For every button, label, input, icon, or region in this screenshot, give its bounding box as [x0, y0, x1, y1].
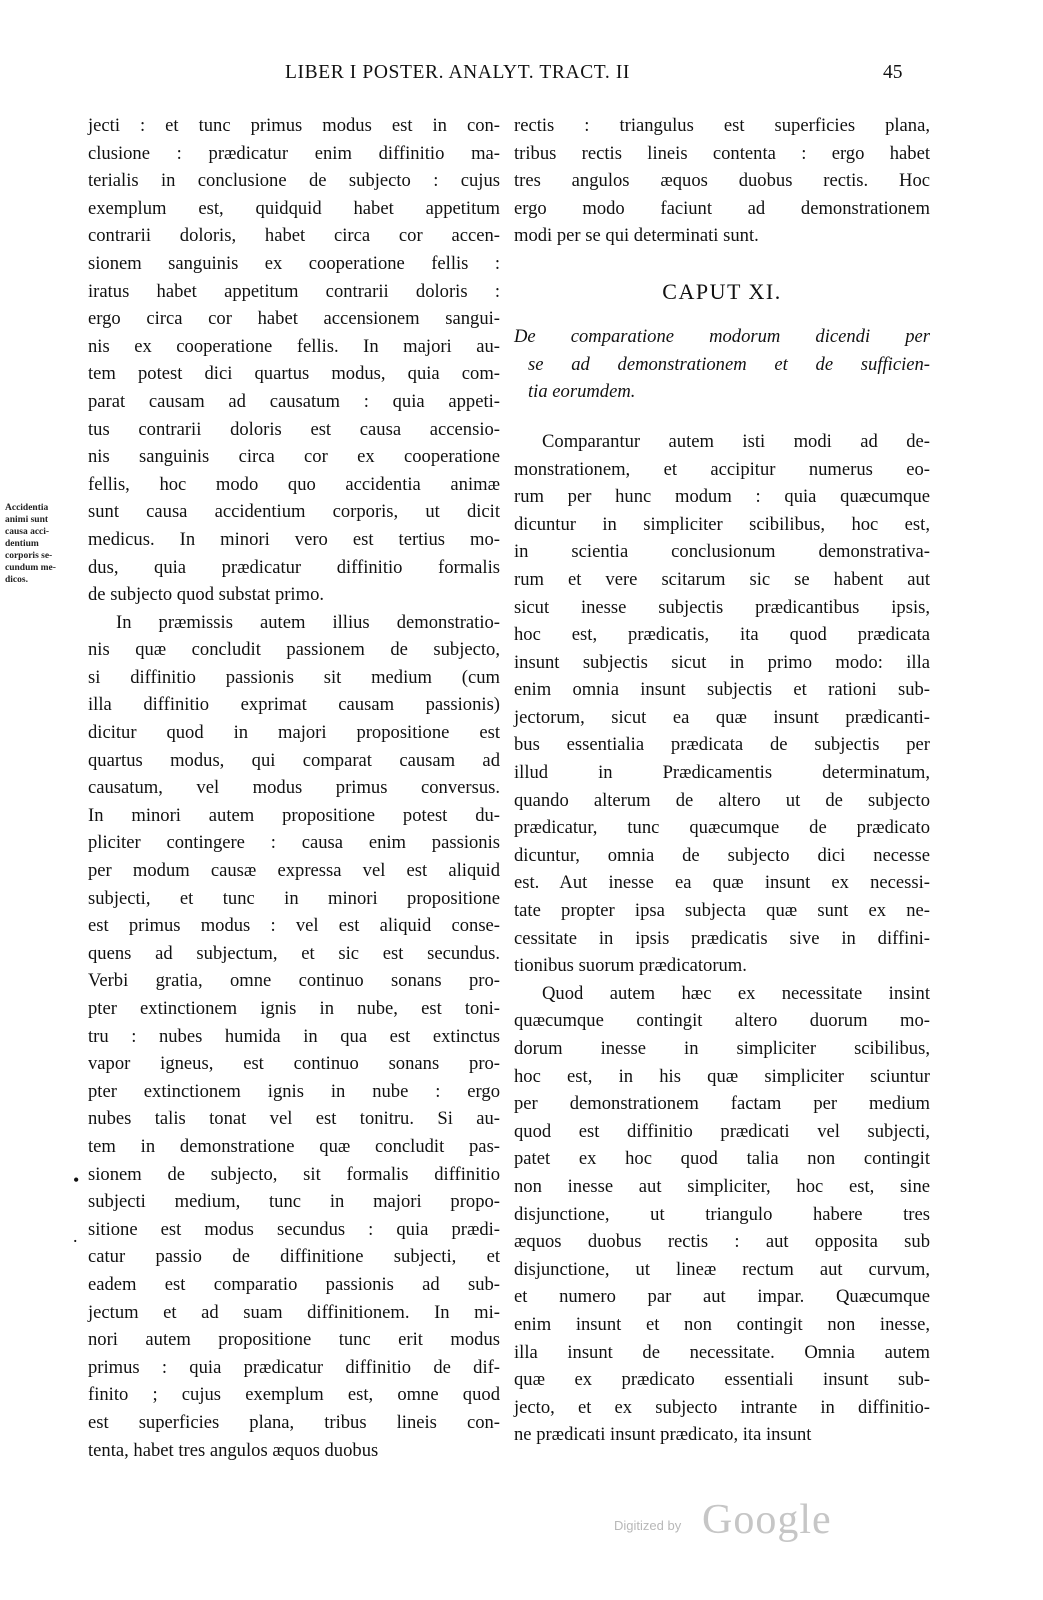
text-line: clusione : prædicatur enim diffinitio ma-	[88, 142, 500, 164]
text-line: parat causam ad causatum : quia appeti-	[88, 390, 500, 412]
text-line: enim omnia insunt subjectis et rationi sub-	[514, 679, 930, 701]
text-line: subjecti, et tunc in minori propositione	[88, 887, 500, 909]
text-line: jecto, et ex subjecto intrante in diffinitio-	[514, 1396, 930, 1418]
text-line: tem in demonstratione quæ concludit pas-	[88, 1135, 500, 1157]
text-line: si diffinitio passionis sit medium (cum	[88, 666, 500, 688]
page-header	[0, 62, 1043, 92]
text-line: exemplum est, quidquid habet appetitum	[88, 197, 500, 219]
text-line: illa diffinitio exprimat causam passionis)	[88, 694, 500, 716]
google-watermark	[614, 1496, 854, 1546]
text-line: sitione est modus secundus : quia prædi-	[88, 1218, 500, 1240]
text-line: ne prædicati insunt prædicato, ita insunt	[514, 1424, 812, 1446]
text-line: est. Aut inesse ea quæ insunt ex necessi-	[514, 872, 930, 894]
text-line: nori autem propositione tunc erit modus	[88, 1329, 500, 1351]
text-line: prædicatur, tunc quæcumque de prædicato	[514, 817, 930, 839]
marginal-note-line: cundum me-	[5, 563, 56, 573]
text-line: tia eorumdem.	[528, 381, 636, 403]
text-line: enim insunt et non contingit non inesse,	[514, 1313, 930, 1335]
text-line: tru : nubes humida in qua est extinctus	[88, 1025, 500, 1047]
book-page: LIBER I POSTER. ANALYT. TRACT. II 45 Accidentia animi sunt causa acci- dentium corporis se- cundum me- dicos. jecti : et tunc primus modus est in con- clusione : prædicatur enim diffinitio ma- terialis in conclusione de subjecto : cujus exemplum est, quidquid habet appetitum contrarii doloris, habet circa cor accen- sionem sanguinis ex cooperatione fellis : iratus habet appetitum contrarii doloris : ergo circa cor habet accensionem sangui- nis ex cooperatione fellis. In majori au- tem potest dici quartus modus, quia com- parat causam ad causatum : quia appeti- tus contrarii doloris est causa accensio- nis sanguinis circa cor ex cooperatione fellis, hoc modo quo accidentia animæ sunt causa accidentium corporis, ut dicit medicus. In minori vero est tertius mo- dus, quia prædicatur diffinitio formalis de subjecto quod substat primo. In præmissis autem illius demonstratio- nis quæ concludit passionem de subjecto, si diffinitio passionis sit medium (cum illa diffinitio exprimat causam passionis) dicitur quod in majori propositione est quartus modus, qui comparat causam ad causatum, vel modus primus conversus. In minori autem propositione potest du- pliciter contingere : causa enim passionis per modum causæ expressa vel est aliquid subjecti, et tunc in minori propositione est primus modus : vel est aliquid conse- quens ad subjectum, et sic est secundus. Verbi gratia, omne continuo sonans pro- pter extinctionem ignis in nube, est toni- tru : nubes humida in qua est extinctus vapor igneus, est continuo sonans pro- pter extinctionem ignis in nube : ergo nubes talis tonat vel est tonitru. Si au- tem in demonstratione quæ concludit pas- sionem de subjecto, sit formalis diffinitio subjecti medium, tunc in majori propo- sitione est modus secundus : quia prædi- catur passio de diffinitione subjecti, et eadem est comparatio passionis ad sub- jectum et ad suam diffinitionem. In mi- nori autem propositione tunc erit modus primus : quia prædicatur diffinitio de dif- finito ; cujus exemplum est, omne quod est superficies plana, tribus lineis con- tenta, habet tres angulos æquos duobus rectis : triangulus est superficies plana, tribus rectis lineis contenta : ergo habet tres angulos æquos duobus rectis. Hoc ergo modo faciunt ad demonstrationem modi per se qui determinati sunt. CAPUT XI. De comparatione modorum dicendi per se ad demonstrationem et de sufficien- tia eorumdem. Comparantur autem isti modi ad de- monstrationem, et accipitur numerus eo- rum per hunc modum : quia quæcumque dicuntur in simpliciter scibilibus, hoc est, in scientia conclusionum demonstrativa- rum et vere scitarum sic se habent aut sicut inesse subjectis prædicantibus ipsis, hoc est, prædicatis, ita quod prædicata insunt subjectis sicut in primo modo: illa enim omnia insunt subjectis et rationi sub- jectorum, sicut ea quæ insunt prædicanti- bus essentialia prædicata de subjectis per illud in Prædicamentis determinatum, quando alterum de altero ut de subjecto prædicatur, tunc quæcumque de prædicato dicuntur, omnia de subjecto dici necesse est. Aut inesse ea quæ insunt ex necessi- tate propter ipsa subjecta quæ sunt ex ne- cessitate in ipsis prædicatis sive in diffini- tionibus suorum prædicatorum. Quod autem hæc ex necessitate insint quæcumque contingit altero duorum mo- dorum inesse in simpliciter scibilibus, hoc est, in his quæ simpliciter sciuntur per demonstrationem factam per medium quod est diffinitio prædicati vel subjecti, patet ex hoc quod talia non contingit non inesse aut simpliciter, hoc est, sine disjunctione, ut triangulo habere tres æquos duobus rectis : aut opposita sub disjunctione, ut lineæ rectum aut curvum, et numero par aut impar. Quæcumque enim insunt et non contingit non inesse, illa insunt de necessitate. Omnia autem quæ ex prædicato essentiali insunt sub- jecto, et ex subjecto intrante in diffinitio- ne prædicati insunt prædicato, ita insunt • . Digitized by Google	[0, 0, 1043, 1600]
text-line: dicitur quod in majori propositione est	[88, 722, 500, 744]
text-line: in scientia conclusionum demonstrativa-	[514, 541, 930, 563]
text-line: tionibus suorum prædicatorum.	[514, 955, 747, 977]
text-line: illud in Prædicamentis determinatum,	[514, 762, 930, 784]
watermark-prefix: Digitized by	[614, 1518, 682, 1533]
text-line: jectorum, sicut ea quæ insunt prædicanti-	[514, 706, 930, 728]
text-line: tem potest dici quartus modus, quia com-	[88, 363, 500, 385]
text-line: dicuntur, omnia de subjecto dici necesse	[514, 844, 930, 866]
running-head: LIBER I POSTER. ANALYT. TRACT. II	[285, 62, 631, 83]
text-line: cessitate in ipsis prædicatis sive in diffini-	[514, 927, 930, 949]
marginal-note-line: animi sunt	[5, 515, 49, 525]
text-line: insunt subjectis sicut in primo modo: illa	[514, 651, 930, 673]
text-line: quando alterum de altero ut de subjecto	[514, 789, 930, 811]
text-line: quens ad subjectum, et sic est secundus.	[88, 942, 500, 964]
text-line: est superficies plana, tribus lineis con-	[88, 1411, 500, 1433]
text-line: dicuntur in simpliciter scibilibus, hoc est,	[514, 513, 930, 535]
text-line: contrarii doloris, habet circa cor accen-	[88, 225, 500, 247]
chapter-summary	[514, 323, 930, 406]
text-line: per demonstrationem factam per medium	[514, 1093, 930, 1115]
text-line: disjunctione, ut triangulo habere tres	[514, 1203, 930, 1225]
text-line: De comparatione modorum dicendi per	[514, 326, 930, 348]
text-line: non inesse aut simpliciter, hoc est, sine	[514, 1175, 930, 1197]
text-line: In præmissis autem illius demonstratio-	[116, 611, 500, 633]
marginal-note-line: corporis se-	[5, 551, 53, 561]
text-line: primus : quia prædicatur diffinitio de dif-	[88, 1356, 500, 1378]
text-line: est primus modus : vel est aliquid conse-	[88, 915, 500, 937]
left-column	[88, 112, 500, 1464]
text-line: hoc est, in his quæ simpliciter sciuntur	[514, 1065, 930, 1087]
marginal-note-line: causa acci-	[5, 527, 50, 537]
text-line: jectum et ad suam diffinitionem. In mi-	[88, 1301, 500, 1323]
text-line: se ad demonstrationem et de sufficien-	[528, 353, 930, 375]
text-line: hoc est, prædicatis, ita quod prædicata	[514, 624, 930, 646]
google-logo: Google	[702, 1497, 832, 1543]
marginal-note-line: dentium	[5, 539, 39, 549]
text-line: Verbi gratia, omne continuo sonans pro-	[88, 970, 500, 992]
text-line: pliciter contingere : causa enim passionis	[88, 832, 500, 854]
chapter-title: CAPUT XI.	[662, 278, 782, 304]
text-line: dus, quia prædicatur diffinitio formalis	[88, 556, 500, 578]
text-line: medicus. In minori vero est tertius mo-	[88, 528, 500, 550]
text-line: sionem sanguinis ex cooperatione fellis :	[88, 252, 500, 274]
text-line: per modum causæ expressa vel est aliquid	[88, 860, 500, 882]
marginal-note-line: Accidentia	[5, 503, 49, 513]
text-line: quartus modus, qui comparat causam ad	[88, 749, 500, 771]
text-line: subjecti medium, tunc in majori propo-	[88, 1191, 500, 1213]
page-number: 45	[883, 62, 903, 83]
text-line: æquos duobus rectis : aut opposita sub	[514, 1231, 930, 1253]
text-line: iratus habet appetitum contrarii doloris :	[88, 280, 500, 302]
text-line: sionem de subjecto, sit formalis diffinitio	[88, 1163, 500, 1185]
text-line: vapor igneus, est continuo sonans pro-	[88, 1053, 500, 1075]
marginal-note-line: dicos.	[5, 575, 28, 585]
text-line: Comparantur autem isti modi ad de-	[542, 430, 930, 452]
text-line: rectis : triangulus est superficies plana,	[514, 115, 930, 136]
text-line: modi per se qui determinati sunt.	[514, 225, 759, 247]
text-line: tenta, habet tres angulos æquos duobus	[88, 1439, 379, 1461]
text-line: tate propter ipsa subjecta quæ sunt ex ne-	[514, 900, 930, 922]
text-line: dorum inesse in simpliciter scibilibus,	[514, 1038, 930, 1059]
text-line: patet ex hoc quod talia non contingit	[514, 1148, 930, 1170]
text-line: monstrationem, et accipitur numerus eo-	[514, 458, 930, 480]
text-line: illa insunt de necessitate. Omnia autem	[514, 1341, 930, 1363]
text-line: jecti : et tunc primus modus est in con-	[88, 115, 500, 136]
text-line: eadem est comparatio passionis ad sub-	[88, 1273, 500, 1295]
text-line: fellis, hoc modo quo accidentia animæ	[88, 473, 500, 495]
text-line: et numero par aut impar. Quæcumque	[514, 1286, 930, 1308]
text-line: Quod autem hæc ex necessitate insint	[542, 982, 930, 1004]
text-line: quæ ex prædicato essentiali insunt sub-	[514, 1369, 930, 1391]
text-line: finito ; cujus exemplum est, omne quod	[88, 1384, 500, 1406]
text-line: terialis in conclusione de subjecto : cujus	[88, 170, 500, 192]
text-line: de subjecto quod substat primo.	[88, 584, 325, 606]
text-line: quod est diffinitio prædicati vel subjecti,	[514, 1120, 930, 1142]
text-line: causatum, vel modus primus conversus.	[88, 777, 500, 799]
text-line: rum per hunc modum : quia quæcumque	[514, 486, 930, 508]
text-line: tus contrarii doloris est causa accensio-	[88, 418, 500, 440]
text-line: tribus rectis lineis contenta : ergo habet	[514, 142, 930, 164]
text-line: ergo circa cor habet accensionem sangui-	[88, 308, 500, 330]
right-column	[514, 112, 930, 1449]
text-line: bus essentialia prædicata de subjectis per	[514, 734, 930, 756]
text-line: tres angulos æquos duobus rectis. Hoc	[514, 170, 930, 192]
text-line: nis sanguinis circa cor ex cooperatione	[88, 446, 500, 468]
text-line: nis ex cooperatione fellis. In majori au-	[88, 335, 500, 357]
text-line: sunt causa accidentium corporis, ut dicit	[88, 501, 500, 523]
text-line: nubes talis tonat vel est tonitru. Si au-	[88, 1108, 500, 1130]
text-line: pter extinctionem ignis in nube : ergo	[88, 1080, 500, 1102]
text-line: nis quæ concludit passionem de subjecto,	[88, 639, 500, 661]
right-intro-text	[514, 112, 930, 250]
marginal-note	[5, 502, 80, 586]
right-body-text	[514, 428, 930, 1449]
text-line: In minori autem propositione potest du-	[88, 804, 500, 826]
text-line: quæcumque contingit altero duorum mo-	[514, 1010, 930, 1032]
text-line: sicut inesse subjectis prædicantibus ipsis,	[514, 596, 930, 618]
text-line: catur passio de diffinitione subjecti, et	[88, 1246, 500, 1268]
text-line: disjunctione, ut lineæ rectum aut curvum,	[514, 1258, 930, 1280]
text-line: ergo modo faciunt ad demonstrationem	[514, 197, 930, 219]
text-line: rum et vere scitarum sic se habent aut	[514, 568, 930, 590]
text-line: pter extinctionem ignis in nube, est toni-	[88, 998, 500, 1019]
